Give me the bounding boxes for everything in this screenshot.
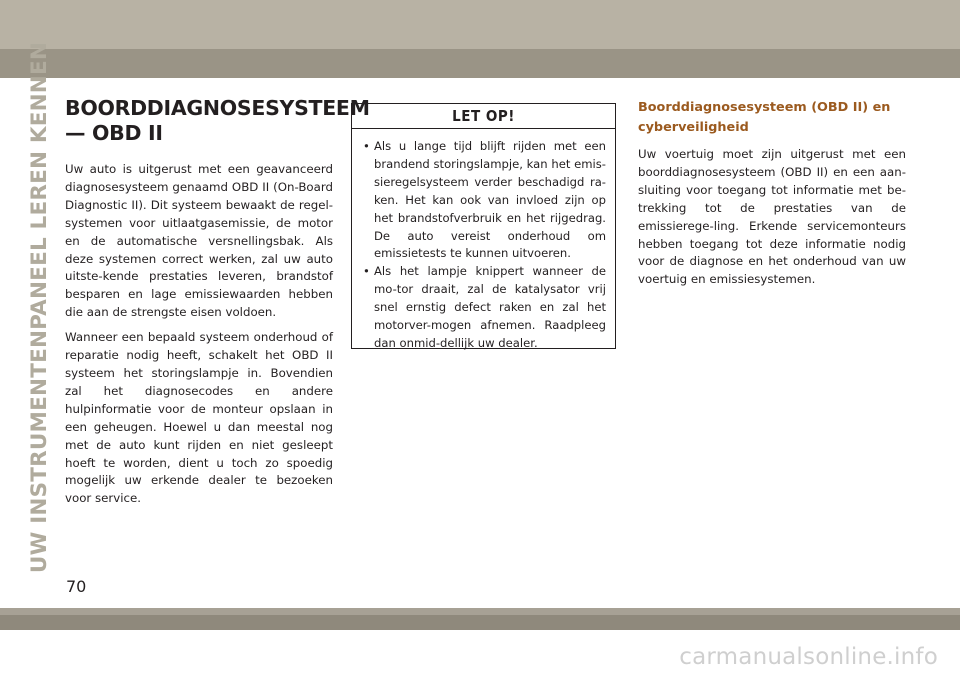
section-cyber-paragraph: Uw voertuig moet zijn uitgerust met een boorddiagnosesysteem (OBD II) en een aan-sluiting voor toegang tot informatie met be-trekking tot de prestaties van de emissierege-ling. Erkende servicemonteurs hebben toegang tot deze informatie nodig voor de diagnose en het onderhoud van uw voertuig en emissiesystemen. [638, 147, 906, 287]
header-band [0, 0, 960, 49]
warning-title: LET OP! [352, 104, 615, 129]
section-cyber-column [638, 98, 906, 289]
watermark: carmanualsonline.info [679, 644, 938, 670]
chapter-side-title [20, 41, 60, 573]
section-obd-heading-line2: — OBD II [65, 121, 163, 145]
warning-item [363, 138, 606, 263]
section-cyber-heading [638, 98, 906, 138]
bullet-icon: • [363, 139, 370, 153]
bullet-icon: • [363, 264, 370, 279]
section-obd-heading [65, 96, 370, 146]
footer-band [0, 615, 960, 630]
page-number: 70 [66, 577, 87, 596]
warning-item [363, 263, 606, 353]
warning-box [351, 103, 616, 349]
warning-item-text: Als u lange tijd blijft rijden met een brandend storingslampje, kan het emis-sieregelsysteem verder beschadigd ra-ken. Het kan ook van invloed zijn op het brandstofverbruik en het rijgedrag. De auto vereist onderhoud om emissietests te kunnen uitvoeren. [374, 139, 606, 261]
section-cyber-heading-line1: Boorddiagnosesysteem (OBD II) en [638, 100, 891, 115]
chapter-side-title-text: UW INSTRUMENTENPANEEL LEREN KENNEN [27, 41, 53, 573]
section-obd-heading-line1: BOORDDIAGNOSESYSTEEM [65, 96, 370, 120]
warning-item-text: Als het lampje knippert wanneer de mo-tor draait, zal de katalysator vrij snel ernstig defect raken en zal het motorver-mogen afnemen. Raadpleeg dan onmid-dellijk uw dealer. [374, 264, 606, 350]
section-obd-paragraph-1: Uw auto is uitgerust met een geavanceerd diagnosesysteem genaamd OBD II (On-Board Diagnostic II). Dit systeem bewaakt de regel-systemen voor uitlaatgasemissie, de motor en de automatische versnellingsbak. Als deze systemen correct werken, zal uw auto uitste-kende prestaties leveren, brandstof besparen en lage emissiewaarden hebben die aan de strengste eisen voldoen. [65, 162, 333, 320]
section-obd-column [65, 96, 370, 508]
header-band-dark [0, 49, 960, 78]
section-obd-paragraph-2: Wanneer een bepaald systeem onderhoud of reparatie nodig heeft, schakelt het OBD II systeem het storingslampje in. Bovendien zal het diagnosecodes en andere hulpinformatie voor de monteur opslaan in een geheugen. Hoewel u dan meestal nog met de auto kunt rijden en niet gesleept hoeft te worden, dient u toch zo spoedig mogelijk uw erkende dealer te bezoeken voor service. [65, 330, 333, 506]
section-cyber-heading-line2: cyberveiligheid [638, 120, 749, 135]
footer-band-light [0, 608, 960, 615]
warning-list [352, 129, 615, 353]
